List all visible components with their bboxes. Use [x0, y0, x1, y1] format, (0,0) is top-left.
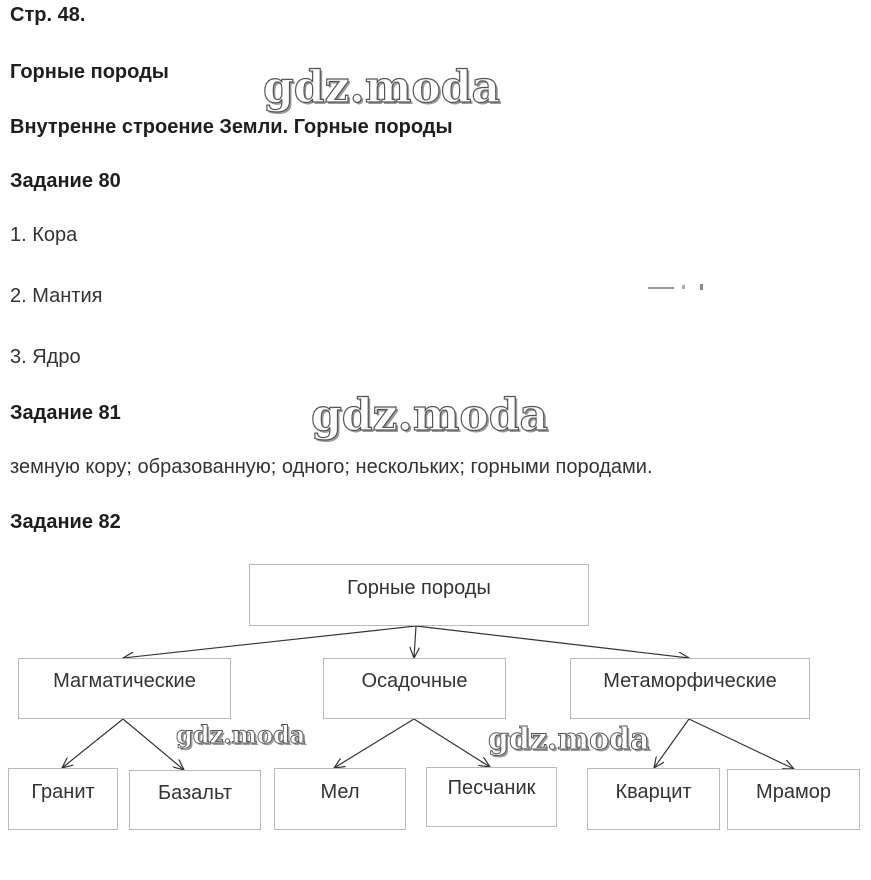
- task-80-title: Задание 80: [10, 170, 121, 192]
- arrow-to-chalk: [334, 719, 414, 768]
- arrow-to-marble: [689, 719, 794, 769]
- section-heading: Горные породы: [10, 61, 169, 83]
- diagram-leaf-chalk: Мел: [274, 768, 406, 830]
- task-80-item: 3. Ядро: [10, 346, 81, 368]
- diagram-group-sedimentary: Осадочные: [323, 658, 506, 719]
- watermark: gdz.moda: [488, 722, 650, 757]
- arrow-to-granite: [62, 719, 123, 768]
- arrow-root-to-magmatic: [123, 626, 416, 658]
- diagram-leaf-basalt: Базальт: [129, 770, 261, 830]
- watermark: gdz.moda: [263, 62, 501, 113]
- diagram-group-metamorphic: Метаморфические: [570, 658, 810, 719]
- arrow-root-to-metamorphic: [416, 626, 689, 658]
- page-title: Стр. 48.: [10, 4, 86, 26]
- arrow-to-quartzite: [654, 719, 689, 768]
- task-80-item: 2. Мантия: [10, 285, 103, 307]
- diagram-leaf-marble: Мрамор: [727, 769, 860, 830]
- diagram-leaf-sandstone: Песчаник: [426, 767, 557, 827]
- arrow-root-to-sedimentary: [414, 626, 416, 658]
- diagram-leaf-granite: Гранит: [8, 768, 118, 830]
- watermark: gdz.moda: [311, 390, 549, 441]
- topic-heading: Внутренне строение Земли. Горные породы: [10, 116, 453, 138]
- arrow-to-sandstone: [414, 719, 490, 767]
- task-81-answer: земную кору; образованную; одного; нескольких; горными породами.: [10, 456, 653, 478]
- task-80-item: 1. Кора: [10, 224, 78, 246]
- diagram-root-box: Горные породы: [249, 564, 589, 626]
- diagram-group-magmatic: Магматические: [18, 658, 231, 719]
- watermark: gdz.moda: [176, 720, 306, 749]
- diagram-leaf-quartzite: Кварцит: [587, 768, 720, 830]
- arrow-to-basalt: [123, 719, 184, 770]
- task-82-title: Задание 82: [10, 511, 121, 533]
- task-81-title: Задание 81: [10, 402, 121, 424]
